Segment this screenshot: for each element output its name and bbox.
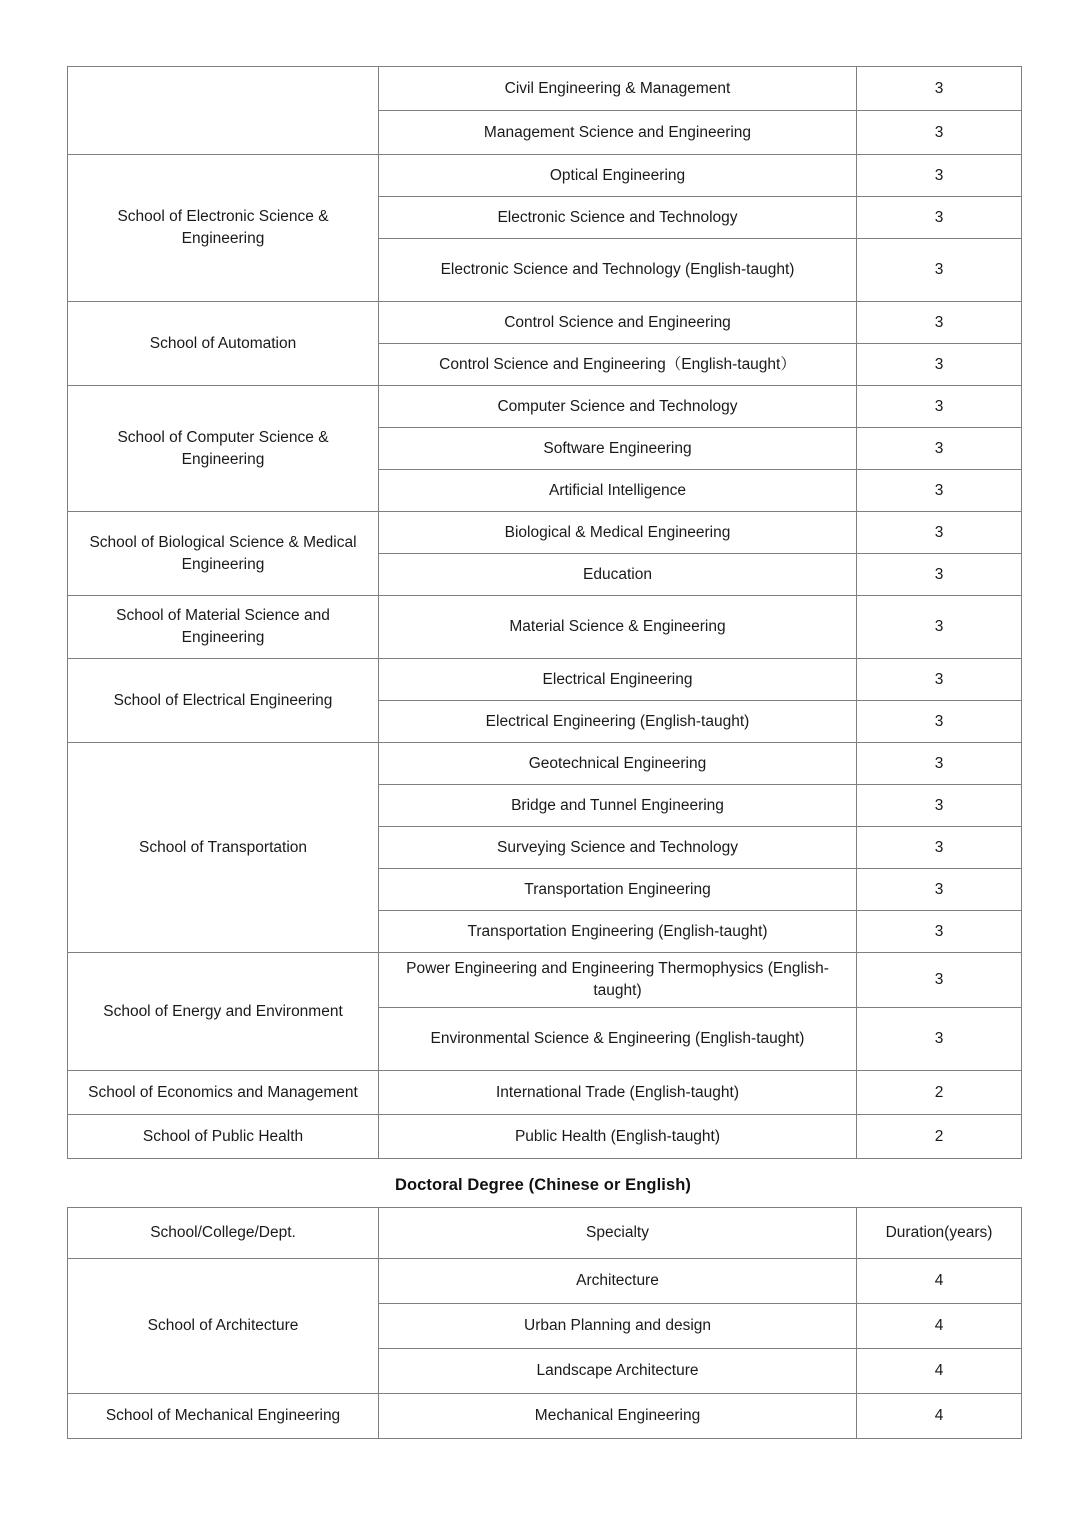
specialty-cell: Optical Engineering xyxy=(379,155,857,197)
specialty-cell: Education xyxy=(379,554,857,596)
table-row xyxy=(68,1071,1022,1115)
specialty-cell: Software Engineering xyxy=(379,428,857,470)
table-row xyxy=(68,953,1022,1008)
column-header: Specialty xyxy=(379,1208,857,1259)
duration-cell: 3 xyxy=(857,911,1022,953)
table-row xyxy=(68,659,1022,701)
table-row xyxy=(68,743,1022,785)
school-cell: School of Electronic Science & Engineering xyxy=(68,155,379,302)
specialty-cell: Bridge and Tunnel Engineering xyxy=(379,785,857,827)
duration-cell: 4 xyxy=(857,1304,1022,1349)
school-cell: School of Material Science and Engineering xyxy=(68,596,379,659)
school-cell: School of Computer Science & Engineering xyxy=(68,386,379,512)
duration-cell: 3 xyxy=(857,953,1022,1008)
doctoral-degree-table xyxy=(67,1207,1022,1439)
duration-cell: 3 xyxy=(857,239,1022,302)
table-row xyxy=(68,1259,1022,1304)
specialty-cell: Urban Planning and design xyxy=(379,1304,857,1349)
school-cell: School of Economics and Management xyxy=(68,1071,379,1115)
specialty-cell: Power Engineering and Engineering Thermophysics (English-taught) xyxy=(379,953,857,1008)
duration-cell: 3 xyxy=(857,470,1022,512)
duration-cell: 3 xyxy=(857,111,1022,155)
specialty-cell: International Trade (English-taught) xyxy=(379,1071,857,1115)
masters-degree-table-body xyxy=(68,67,1022,1159)
duration-cell: 3 xyxy=(857,1008,1022,1071)
duration-cell: 3 xyxy=(857,302,1022,344)
duration-cell: 3 xyxy=(857,869,1022,911)
table-row xyxy=(68,596,1022,659)
duration-cell: 3 xyxy=(857,428,1022,470)
school-cell: School of Electrical Engineering xyxy=(68,659,379,743)
specialty-cell: Electronic Science and Technology xyxy=(379,197,857,239)
specialty-cell: Public Health (English-taught) xyxy=(379,1115,857,1159)
table-row xyxy=(68,67,1022,111)
masters-degree-table xyxy=(67,66,1022,1159)
duration-cell: 4 xyxy=(857,1394,1022,1439)
specialty-cell: Material Science & Engineering xyxy=(379,596,857,659)
duration-cell: 3 xyxy=(857,659,1022,701)
table-row xyxy=(68,155,1022,197)
doctoral-degree-table-container xyxy=(67,1207,1021,1439)
column-header: School/College/Dept. xyxy=(68,1208,379,1259)
specialty-cell: Electrical Engineering (English-taught) xyxy=(379,701,857,743)
specialty-cell: Control Science and Engineering（English-taught） xyxy=(379,344,857,386)
specialty-cell: Biological & Medical Engineering xyxy=(379,512,857,554)
masters-degree-table-container xyxy=(67,66,1021,1159)
duration-cell: 3 xyxy=(857,67,1022,111)
specialty-cell: Mechanical Engineering xyxy=(379,1394,857,1439)
duration-cell: 3 xyxy=(857,512,1022,554)
doctoral-degree-table-header xyxy=(68,1208,1022,1259)
duration-cell: 2 xyxy=(857,1071,1022,1115)
specialty-cell: Transportation Engineering xyxy=(379,869,857,911)
duration-cell: 3 xyxy=(857,344,1022,386)
school-cell: School of Automation xyxy=(68,302,379,386)
duration-cell: 3 xyxy=(857,827,1022,869)
school-cell: School of Mechanical Engineering xyxy=(68,1394,379,1439)
specialty-cell: Artificial Intelligence xyxy=(379,470,857,512)
specialty-cell: Civil Engineering & Management xyxy=(379,67,857,111)
specialty-cell: Transportation Engineering (English-taught) xyxy=(379,911,857,953)
table-row xyxy=(68,512,1022,554)
school-cell: School of Public Health xyxy=(68,1115,379,1159)
specialty-cell: Electronic Science and Technology (English-taught) xyxy=(379,239,857,302)
duration-cell: 4 xyxy=(857,1259,1022,1304)
duration-cell: 3 xyxy=(857,701,1022,743)
duration-cell: 2 xyxy=(857,1115,1022,1159)
specialty-cell: Architecture xyxy=(379,1259,857,1304)
duration-cell: 3 xyxy=(857,155,1022,197)
specialty-cell: Computer Science and Technology xyxy=(379,386,857,428)
specialty-cell: Environmental Science & Engineering (English-taught) xyxy=(379,1008,857,1071)
duration-cell: 3 xyxy=(857,386,1022,428)
duration-cell: 4 xyxy=(857,1349,1022,1394)
school-cell: School of Transportation xyxy=(68,743,379,953)
duration-cell: 3 xyxy=(857,785,1022,827)
school-cell xyxy=(68,67,379,155)
school-cell: School of Biological Science & Medical Engineering xyxy=(68,512,379,596)
column-header: Duration(years) xyxy=(857,1208,1022,1259)
duration-cell: 3 xyxy=(857,743,1022,785)
duration-cell: 3 xyxy=(857,197,1022,239)
doctoral-degree-table-body xyxy=(68,1259,1022,1439)
duration-cell: 3 xyxy=(857,596,1022,659)
school-cell: School of Architecture xyxy=(68,1259,379,1394)
specialty-cell: Electrical Engineering xyxy=(379,659,857,701)
specialty-cell: Surveying Science and Technology xyxy=(379,827,857,869)
specialty-cell: Control Science and Engineering xyxy=(379,302,857,344)
specialty-cell: Management Science and Engineering xyxy=(379,111,857,155)
table-row xyxy=(68,1394,1022,1439)
table-row xyxy=(68,302,1022,344)
school-cell: School of Energy and Environment xyxy=(68,953,379,1071)
table-header-row xyxy=(68,1208,1022,1259)
table-row xyxy=(68,1115,1022,1159)
doctoral-degree-section-title: Doctoral Degree (Chinese or English) xyxy=(394,1176,692,1194)
table-row xyxy=(68,386,1022,428)
specialty-cell: Geotechnical Engineering xyxy=(379,743,857,785)
specialty-cell: Landscape Architecture xyxy=(379,1349,857,1394)
duration-cell: 3 xyxy=(857,554,1022,596)
